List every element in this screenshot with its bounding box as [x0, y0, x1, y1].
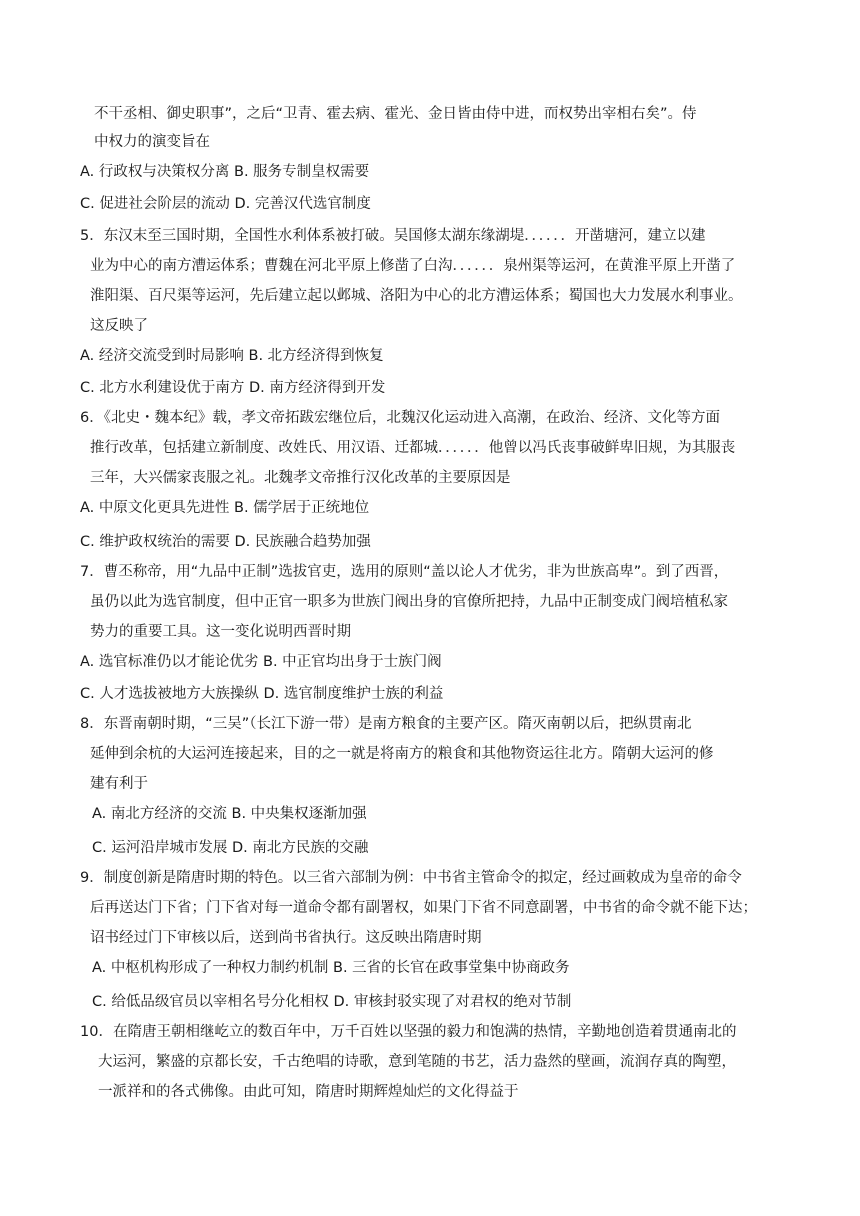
q6-options-cd: C. 维护政权统治的需要 D. 民族融合趋势加强	[80, 534, 371, 550]
q6-stem-line: 6．《北史・魏本纪》载，孝文帝拓跋宏继位后，北魏汉化运动进入高潮，在政治、经济、文化等方面	[80, 410, 720, 426]
q7-stem-line: 7．曹丕称帝，用“九品中正制”选拔官吏，选用的原则“盖以论人才优劣，非为世族高卑”。到了西晋，	[80, 564, 729, 580]
q5-stem-line: 这反映了	[90, 318, 148, 334]
q6-options-ab: A. 中原文化更具先进性 B. 儒学居于正统地位	[80, 500, 370, 516]
q5-options-ab: A. 经济交流受到时局影响 B. 北方经济得到恢复	[80, 348, 384, 364]
q9-stem-line: 9．制度创新是隋唐时期的特色。以三省六部制为例：中书省主管命令的拟定，经过画敕成为皇帝的命令	[80, 870, 742, 886]
q9-stem-line: 后再送达门下省；门下省对每一道命令都有副署权，如果门下省不同意副署，中书省的命令就不能下达；	[90, 900, 757, 916]
q6-stem-line: 三年，大兴儒家丧服之礼。北魏孝文帝推行汉化改革的主要原因是	[90, 470, 511, 486]
q4-stem-line: 不干丞相、御史职事”，之后“卫青、霍去病、霍光、金日皆由侍中进，而权势出宰相右矣”。侍	[94, 106, 697, 122]
q7-stem-line: 势力的重要工具。这一变化说明西晋时期	[90, 624, 351, 640]
q8-stem-line: 建有利于	[90, 776, 148, 792]
q5-options-cd: C. 北方水利建设优于南方 D. 南方经济得到开发	[80, 380, 386, 396]
q8-options-cd: C. 运河沿岸城市发展 D. 南北方民族的交融	[92, 840, 369, 856]
q7-stem-line: 虽仍以此为选官制度，但中正官一职多为世族门阀出身的官僚所把持，九品中正制变成门阀培植私家	[90, 594, 728, 610]
q5-stem-line: 淮阳渠、百尺渠等运河，先后建立起以邺城、洛阳为中心的北方漕运体系；蜀国也大力发展水利事业。	[90, 288, 743, 304]
q8-stem-line: 延伸到余杭的大运河连接起来，目的之一就是将南方的粮食和其他物资运往北方。隋朝大运河的修	[90, 746, 714, 762]
q8-options-ab: A. 南北方经济的交流 B. 中央集权逐渐加强	[92, 806, 367, 822]
q9-options-ab: A. 中枢机构形成了一种权力制约机制 B. 三省的长官在政事堂集中协商政务	[92, 960, 570, 976]
q10-stem-line: 大运河，繁盛的京都长安，千古绝唱的诗歌，意到笔随的书艺，活力盎然的壁画，流润存真的陶塑，	[98, 1054, 736, 1070]
q6-stem-line: 推行改革，包括建立新制度、改姓氏、用汉语、迁都城．．．．．．他曾以冯氏丧事破鲜卑旧规，为其服丧	[90, 440, 736, 456]
q4-options-ab: A. 行政权与决策权分离 B. 服务专制皇权需要	[80, 164, 370, 180]
q10-stem-line: 10．在隋唐王朝相继屹立的数百年中，万千百姓以坚强的毅力和饱满的热情，辛勤地创造着贯通南北的	[80, 1024, 737, 1040]
q9-stem-line: 诏书经过门下审核以后，送到尚书省执行。这反映出隋唐时期	[90, 930, 482, 946]
q9-options-cd: C. 给低品级官员以宰相名号分化相权 D. 审核封驳实现了对君权的绝对节制	[92, 994, 572, 1010]
q5-stem-line: 业为中心的南方漕运体系；曹魏在河北平原上修凿了白沟．．．．．．泉州渠等运河，在黄淮平原上开凿了	[90, 258, 736, 274]
q8-stem-line: 8．东晋南朝时期，“三吴”（长江下游一带）是南方粮食的主要产区。隋灭南朝以后，把纵贯南北	[80, 716, 692, 732]
q10-stem-line: 一派祥和的各式佛像。由此可知，隋唐时期辉煌灿烂的文化得益于	[98, 1084, 519, 1100]
q5-stem-line: 5．东汉末至三国时期，全国性水利体系被打破。吴国修太湖东缘湖堤．．．．．．开凿塘河，建立以建	[80, 228, 706, 244]
q4-options-cd: C. 促进社会阶层的流动 D. 完善汉代选官制度	[80, 196, 371, 212]
q4-stem-line: 中权力的演变旨在	[94, 134, 210, 150]
q7-options-cd: C. 人才选拔被地方大族操纵 D. 选官制度维护士族的利益	[80, 686, 444, 702]
q7-options-ab: A. 选官标准仍以才能论优劣 B. 中正官均出身于士族门阀	[80, 654, 442, 670]
